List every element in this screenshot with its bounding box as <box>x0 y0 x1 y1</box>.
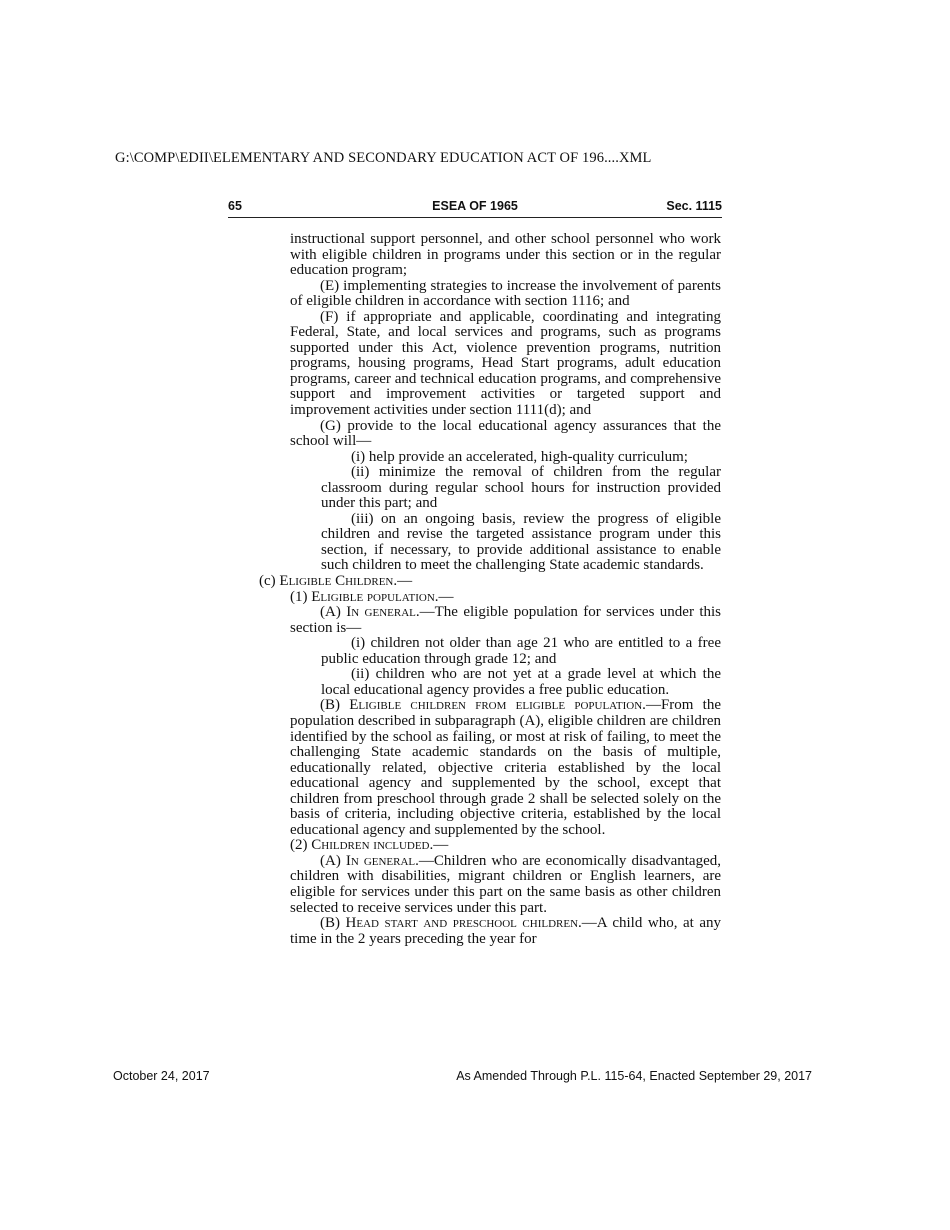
subparagraph-2b <box>290 916 721 947</box>
subparagraph-2b-number: (B) <box>320 915 340 932</box>
running-header <box>228 198 722 218</box>
subparagraph-1a <box>290 605 721 636</box>
clause-1a-i: (i) children not older than age 21 who are entitled to a free public education through grade 12; and <box>321 635 721 667</box>
paragraph-continuation: instructional support personnel, and other school personnel who work with eligible children in programs under this section or in the regular education program; <box>290 231 721 279</box>
clause-1a-ii: (ii) children who are not yet at a grade level at which the local educational agency provides a free public education. <box>321 666 721 698</box>
subsection-c-title: Eligible Children.— <box>279 573 413 590</box>
clause-g-ii: (ii) minimize the removal of children from the regular classroom during regular school hours for instruction provided under this part; and <box>321 464 721 512</box>
subparagraph-2a <box>290 854 721 916</box>
clause-g-iii: (iii) on an ongoing basis, review the progress of eligible children and revise the targeted assistance program under this section, if necessary, to provide additional assistance to enable such children to meet the challenging State academic standards. <box>321 510 721 574</box>
clause-f: (F) if appropriate and applicable, coordinating and integrating Federal, State, and local services and programs, such as programs supported under this Act, violence prevention programs, nutrition programs, housing programs, Head Start programs, adult education programs, career and technical education programs, and comprehensive support and improvement activities or targeted support and improvement activities under section 1111(d); and <box>290 308 721 419</box>
subparagraph-1a-number: (A) <box>320 604 341 621</box>
footer-amended-note: As Amended Through P.L. 115-64, Enacted September 29, 2017 <box>456 1069 812 1083</box>
paragraph-1-title: Eligible population.— <box>311 588 454 605</box>
subparagraph-2b-text: —A child who, at any time in the 2 years preceding the year for <box>290 915 721 947</box>
page-number: 65 <box>228 199 242 213</box>
paragraph-2-heading <box>290 838 721 854</box>
file-path: G:\COMP\EDII\ELEMENTARY AND SECONDARY EDUCATION ACT OF 196....XML <box>115 150 652 166</box>
document-body <box>0 232 950 947</box>
subparagraph-1b-number: (B) <box>320 697 340 714</box>
subsection-c-number: (c) <box>259 573 276 590</box>
subparagraph-2a-heading: In general. <box>345 852 419 869</box>
subsection-c-heading <box>259 574 721 590</box>
paragraph-2-number: (2) <box>290 837 308 854</box>
subparagraph-2a-text: —Children who are economically disadvantaged, children with disabilities, migrant children or English learners, are eligible for services under this part on the same basis as other children selected to receive services under this part. <box>290 852 722 916</box>
subparagraph-2a-number: (A) <box>320 852 341 869</box>
subparagraph-1a-heading: In general. <box>346 604 420 621</box>
paragraph-1-heading <box>290 590 721 606</box>
subparagraph-1b <box>290 698 721 838</box>
clause-g-i: (i) help provide an accelerated, high-quality curriculum; <box>351 448 688 465</box>
subparagraph-2b-heading: Head start and preschool children. <box>345 915 582 932</box>
paragraph-1-number: (1) <box>290 588 308 605</box>
paragraph-2-title: Children included.— <box>311 837 449 854</box>
footer-date: October 24, 2017 <box>113 1069 210 1083</box>
act-title: ESEA OF 1965 <box>432 199 518 213</box>
subparagraph-1b-heading: Eligible children from eligible population. <box>349 697 646 714</box>
subparagraph-1b-text: —From the population described in subparagraph (A), eligible children are children identified by the school as failing, or most at risk of failing, to meet the challenging State academic standards on the basis of multiple, educationally related, objective criteria established by the local educational agency and supplemented by the school, except that children from preschool through grade 2 shall be selected solely on the basis of criteria, including objective criteria, established by the local educational agency and supplemented by the school. <box>290 697 721 838</box>
clause-g: (G) provide to the local educational agency assurances that the school will— <box>290 417 721 450</box>
subparagraph-1a-text: —The eligible population for services under this section is— <box>290 604 722 636</box>
section-number: Sec. 1115 <box>666 199 722 213</box>
clause-e: (E) implementing strategies to increase the involvement of parents of eligible children in accordance with section 1116; and <box>290 277 721 310</box>
